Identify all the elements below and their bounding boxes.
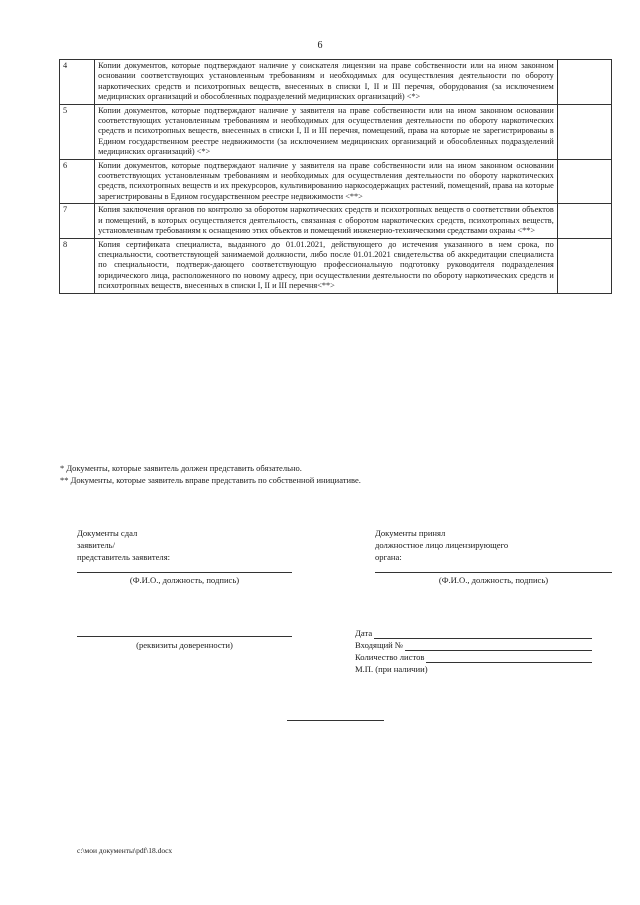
row-mark-cell [557, 238, 611, 293]
row-document-text: Копия сертификата специалиста, выданного до 01.01.2021, действующего до истечения указанного в нем срока, по специальности, соответствующей занимаемой должности, либо после 01.01.2021 свидетельства об аккредитации специалиста по специальности, подтверж-дающего соответствующую профессиональную подготовку руководителя подразделения юридического лица, расположенного по новому адресу, при осуществлении деятельности по обороту наркотических средств и психотропных веществ, внесенных в списки I, II и III перечня<**> [95, 238, 558, 293]
registration-fields [355, 627, 592, 675]
row-document-text: Копии документов, которые подтверждают наличие у заявителя на праве собственности или на ином законном основании соответствующих установленным требованиям и необходимых для осуществления деятельности по обороту наркотических средств и психотропных веществ, внесенных в списки I, II и III перечня, помещений, права на которые не зарегистрированы в Едином государственном реестре недвижимости (за исключением медицинских организаций и обособленных подразделений медицинских организаций) <*> [95, 104, 558, 159]
submitter-signature-line [77, 572, 292, 573]
receiver-line-1: Документы принял [375, 528, 446, 538]
power-of-attorney-caption: (реквизиты доверенности) [136, 640, 233, 650]
table-row [60, 204, 612, 238]
receiver-signature-line [375, 572, 612, 573]
footer-file-path: c:\мои документы\pdf\18.docx [77, 846, 173, 855]
page-number: 6 [317, 40, 323, 51]
footnote-optional: ** Документы, которые заявитель вправе представить по собственной инициативе. [60, 475, 361, 485]
row-document-text: Копии документов, которые подтверждают наличие у соискателя лицензии на праве собственности или на ином законном основании соответствующих установленным требованиям и необходимых для осуществления деятельности по обороту наркотических средств и психотропных веществ, внесенных в списки I, II и III перечня, оборудования (за исключением медицинских организаций и обособленных подразделений медицинских организаций) <*> [95, 60, 558, 105]
row-document-text: Копия заключения органов по контролю за оборотом наркотических средств и психотропных веществ о соответствии объектов и помещений, в которых осуществляется деятельность, связанная с оборотом наркотических средств, психотропных веществ, установленным требованиям к оснащению этих объектов и помещений инженерно-техническими средствами охраны <**> [95, 204, 558, 238]
stamp-label: М.П. (при наличии) [355, 664, 428, 674]
row-mark-cell [557, 159, 611, 204]
submitter-block [77, 527, 170, 563]
separator-line [287, 720, 384, 721]
footnote-required: * Документы, которые заявитель должен представить обязательно. [60, 463, 302, 473]
row-number: 4 [60, 60, 95, 105]
row-mark-cell [557, 204, 611, 238]
date-label: Дата [355, 628, 373, 638]
row-number: 5 [60, 104, 95, 159]
receiver-line-2: должностное лицо лицензирующего [375, 540, 509, 550]
date-field [355, 627, 592, 639]
receiver-line-3: органа: [375, 552, 402, 562]
submitter-signature-caption: (Ф.И.О., должность, подпись) [129, 575, 240, 585]
footnotes [60, 462, 361, 486]
sheets-count-label: Количество листов [355, 652, 425, 662]
table-row [60, 238, 612, 293]
incoming-number-label: Входящий № [355, 640, 404, 650]
receiver-block [375, 527, 508, 563]
submitter-line-1: Документы сдал [77, 528, 138, 538]
row-mark-cell [557, 104, 611, 159]
submitter-line-2: заявитель/ [77, 540, 115, 550]
row-mark-cell [557, 60, 611, 105]
table-row [60, 159, 612, 204]
sheets-count-field [355, 651, 592, 663]
table-row [60, 60, 612, 105]
row-document-text: Копии документов, которые подтверждают наличие у заявителя на праве собственности или на ином законном основании соответствующих установленным требованиям и необходимых для осуществления деятельности по обороту наркотических средств, психотропных веществ и их прекурсоров, культивированию наркосодержащих растений, помещений, права на которые зарегистрированы в Едином государственном реестре недвижимости <**> [95, 159, 558, 204]
incoming-number-field [355, 639, 592, 651]
row-number: 6 [60, 159, 95, 204]
documents-table [59, 59, 612, 294]
table-row [60, 104, 612, 159]
power-of-attorney-line [77, 636, 292, 637]
submitter-line-3: представитель заявителя: [77, 552, 171, 562]
row-number: 7 [60, 204, 95, 238]
receiver-signature-caption: (Ф.И.О., должность, подпись) [438, 575, 549, 585]
row-number: 8 [60, 238, 95, 293]
